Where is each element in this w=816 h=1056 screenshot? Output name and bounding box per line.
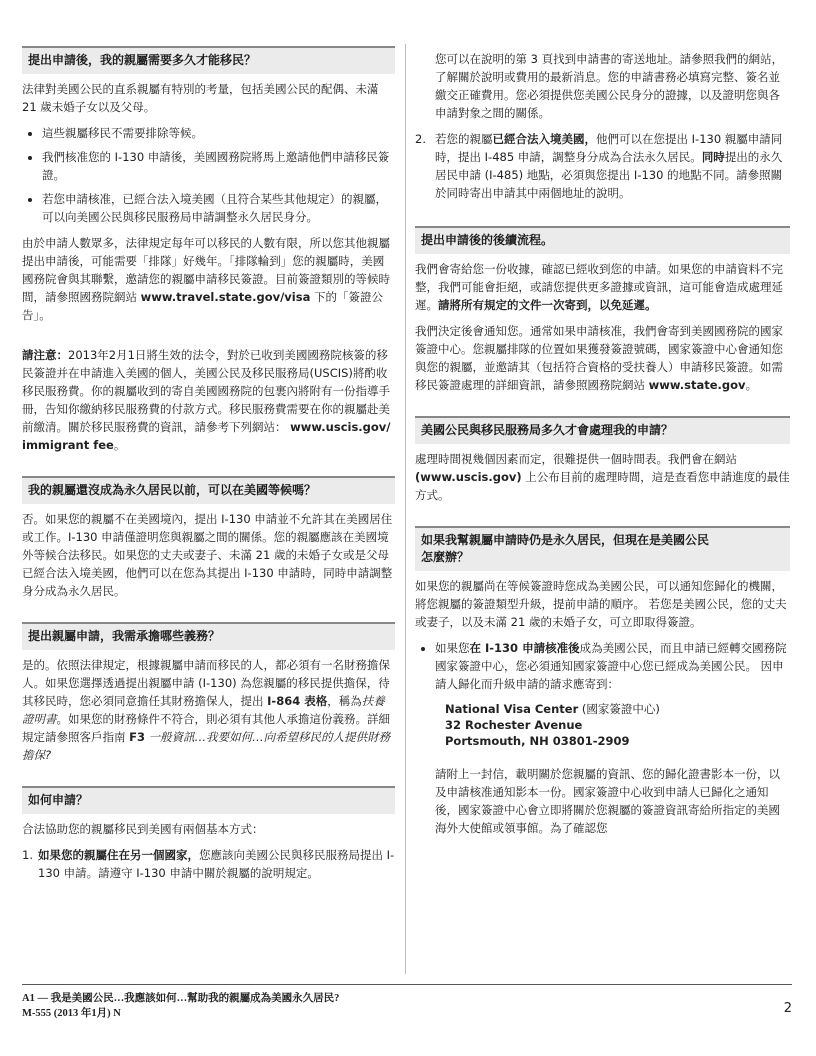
text: 2013年2月1日將生效的法令，對於已收到美國國務院核簽的移民簽證并在申請進入美國的個人，美國公民及移民服務局(USCIS)將酌收移民服務費。你的親屬收到的寄自美國國務院的包裹內將附有一份指導手冊，告知你繳納移民服務費的付款方式。移民服務費需要在你的親屬赴美前繳清。關於移民服務費的資訊，請參考下列網站： (22, 348, 390, 434)
bullet-list (415, 639, 790, 693)
text: 。如果您的財務條件不符合，則必須有其他人承擔這份義務。詳細規定請參照客戶指南 (22, 712, 390, 744)
numbered-item (415, 130, 790, 202)
paragraph: 如果您的親屬尚在等候簽證時您成為美國公民，可以通知您歸化的機關，將您親屬的簽證類型升級，提前申請的順序。 若您是美國公民，您的丈夫或妻子，以及未滿 21 歲的未婚子女，可立即取得簽證。 (415, 579, 787, 629)
bold-text: 同時 (701, 150, 725, 164)
section-heading: 提出申請後，我的親屬需要多久才能移民？ (22, 46, 395, 74)
text: 是的。依照法律規定，根據親屬申請而移民的人，都必須有一名財務擔保人。如果您選擇透過提出親屬申請 (I-130) 為您親屬的移民提供擔保，待其移民時，您必須同意擔任其財務擔保人，提出 (22, 658, 390, 708)
item-number: 2. (415, 132, 426, 146)
mailing-address (445, 701, 790, 749)
text: 上公布目前的處理時間，這是查看您申請進度的最佳方式。 (415, 470, 790, 502)
paragraph: 請附上一封信，載明關於您親屬的資訊、您的歸化證書影本一份，以及申請核准通知影本一份。國家簽證中心收到申請人已歸化之通知後，國家簽證中心會立即將關於您親屬的簽證資訊寄給所指定的美國海外大使館或領事館。為了確認您 (435, 767, 780, 835)
left-column (22, 46, 395, 882)
address-line: 32 Rochester Avenue (445, 718, 583, 732)
text: 如果您 (435, 641, 470, 655)
text: (國家簽證中心) (578, 702, 660, 716)
address-line: Portsmouth, NH 03801-2909 (445, 734, 630, 748)
text: 他們可以在您提出 I-130 親屬申請同時，提出 I-485 申請，調整身分成為合法永久居民。 (435, 132, 783, 164)
paragraph: 合法協助您的親屬移民到美國有兩個基本方式： (22, 822, 264, 836)
bold-text: 已經合法入境美國， (492, 132, 596, 146)
item-number: 1. (22, 848, 33, 862)
text: 。 (113, 438, 126, 452)
text: 。 (745, 378, 758, 392)
heading-line: 如果我幫親屬申請時仍是永久居民，但現在是美國公民 (421, 533, 710, 547)
note-paragraph (22, 346, 395, 454)
address-line (445, 701, 790, 717)
visa-bulletin-link[interactable]: www.travel.state.gov/visa (140, 290, 311, 304)
bold-text: 在 I-130 申請核准後 (469, 641, 580, 655)
section-heading: 提出親屬申請，我需承擔哪些義務？ (22, 622, 395, 650)
list-item: • 我們核准您的 I-130 申請後，美國國務院將馬上邀請他們申請移民簽證。 (42, 148, 395, 184)
text: 成為美國公民，而且申請已經轉交國務院國家簽證中心，您必須通知國家簽證中心您已經成為美國公民。 因申請人歸化而升級申請的請求應寄到： (435, 641, 787, 691)
section-heading (415, 526, 790, 571)
text: 我們會寄給您一份收據，確認已經收到您的申請。如果您的申請資料不完整，我們可能會拒絕，或請您提供更多證據或資訊，這可能會造成處理延遲。 (415, 262, 783, 312)
text: 由於申請人數眾多，法律規定每年可以移民的人數有限，所以您其他親屬提出申請後，可能需要「排隊」好幾年。「排隊輪到」您的親屬時，美國國務院會與其聯繫，邀請您的親屬申請移民簽證。目前簽證類別的等候時間，請參照國務院網站 (22, 236, 390, 304)
list-item (435, 639, 790, 693)
item-text (435, 130, 790, 202)
state-gov-link[interactable]: www.state.gov (648, 378, 746, 392)
list-item: • 若您申請核准，已經合法入境美國（且符合某些其他規定）的親屬，可以向美國公民與移民服務局申請調整永久居民身分。 (42, 190, 395, 226)
text: 處理時間視幾個因素而定，很難提供一個時間表。我們會在網站 (415, 452, 737, 466)
text: 我們決定後會通知您。通常如果申請核准，我們會寄到美國國務院的國家簽證中心。您親屬排隊的位置如果獲發簽證號碼，國家簽證中心會通知您與您的親屬，並邀請其（包括符合資格的受扶養人）申請移民簽證。如需移民簽證處理的詳細資訊，請參照國務院網站 (415, 324, 783, 392)
bold-text: 請將所有規定的文件一次寄到，以免延遲。 (438, 298, 657, 312)
page-number: 2 (783, 1001, 792, 1016)
italic-text: 扶養證明書 (22, 694, 385, 726)
bullet-list (22, 124, 395, 226)
column-divider (405, 44, 406, 974)
right-column (415, 50, 790, 845)
bold-text: 如果您的親屬住在另一個國家， (38, 848, 199, 862)
text: ，稱為 (327, 694, 362, 708)
paragraph (415, 450, 790, 504)
footer-title: A1 — 我是美國公民…我應該如何…幫助我的親屬成為美國永久居民? (22, 993, 340, 1004)
paragraph: 否。如果您的親屬不在美國境內，提出 I-130 申請並不允許其在美國居住或工作。I-130 申請僅證明您與親屬之間的關係。您的親屬應該在美國境外等候合法移民。如果您的丈夫或妻子、未滿 21 歲的未婚子女或是父母已經合法入境美國，他們可以在您為其提出 I-130 申請時，同時申請調整身分成為永久居民。 (22, 512, 393, 598)
guide-ref: F3 (129, 730, 146, 744)
note-label: 請注意： (22, 348, 68, 362)
section-heading: 提出申請後的後續流程。 (415, 226, 790, 254)
heading-line: 怎麼辦？ (421, 550, 470, 564)
text: National Visa Center (445, 702, 579, 716)
text: 下的「簽證公告」。 (22, 290, 383, 322)
text: 您應該向美國公民與移民服務局提出 I-130 申請。請遵守 I-130 申請中關於親屬的說明規定。 (38, 848, 395, 880)
item-text (38, 846, 395, 882)
paragraph (22, 656, 395, 764)
section-heading: 如何申請？ (22, 786, 395, 814)
section-heading: 我的親屬還沒成為永久居民以前，可以在美國等候嗎？ (22, 476, 395, 504)
paragraph (415, 260, 790, 314)
list-item: • 這些親屬移民不需要排除等候。 (42, 124, 395, 142)
page-footer (22, 984, 792, 1021)
section-heading: 美國公民與移民服務局多久才會處理我的申請？ (415, 416, 790, 444)
numbered-item (22, 846, 395, 882)
immigrant-fee-link[interactable]: www.uscis.gov/ immigrant fee (22, 420, 391, 452)
paragraph (415, 322, 790, 394)
uscis-link[interactable]: (www.uscis.gov) (415, 470, 522, 484)
paragraph (22, 234, 395, 324)
paragraph: 您可以在說明的第 3 頁找到申請書的寄送地址。請參照我們的網站，了解關於說明或費用的最新消息。您的申請書務必填寫完整、簽名並繳交正確費用。您必須提供您美國公民身分的證據，以及證明您與各申請對象之間的關係。 (435, 52, 784, 120)
paragraph: 法律對美國公民的直系親屬有特別的考量，包括美國公民的配偶、未滿 21 歲未婚子女以及父母。 (22, 82, 379, 114)
text: 提出的永久居民申請 (I-485) 地點，必須與您提出 I-130 的地點不同。請參照關於同時寄出申請其中兩個地址的說明。 (435, 150, 783, 200)
italic-text: 一般資訊…我要如何…向希望移民的人提供財務擔保? (22, 730, 391, 762)
footer-form-id: M-555 (2013 年1月) N (22, 1008, 121, 1019)
text: 若您的親屬 (435, 132, 493, 146)
form-name: I-864 表格 (267, 694, 328, 708)
